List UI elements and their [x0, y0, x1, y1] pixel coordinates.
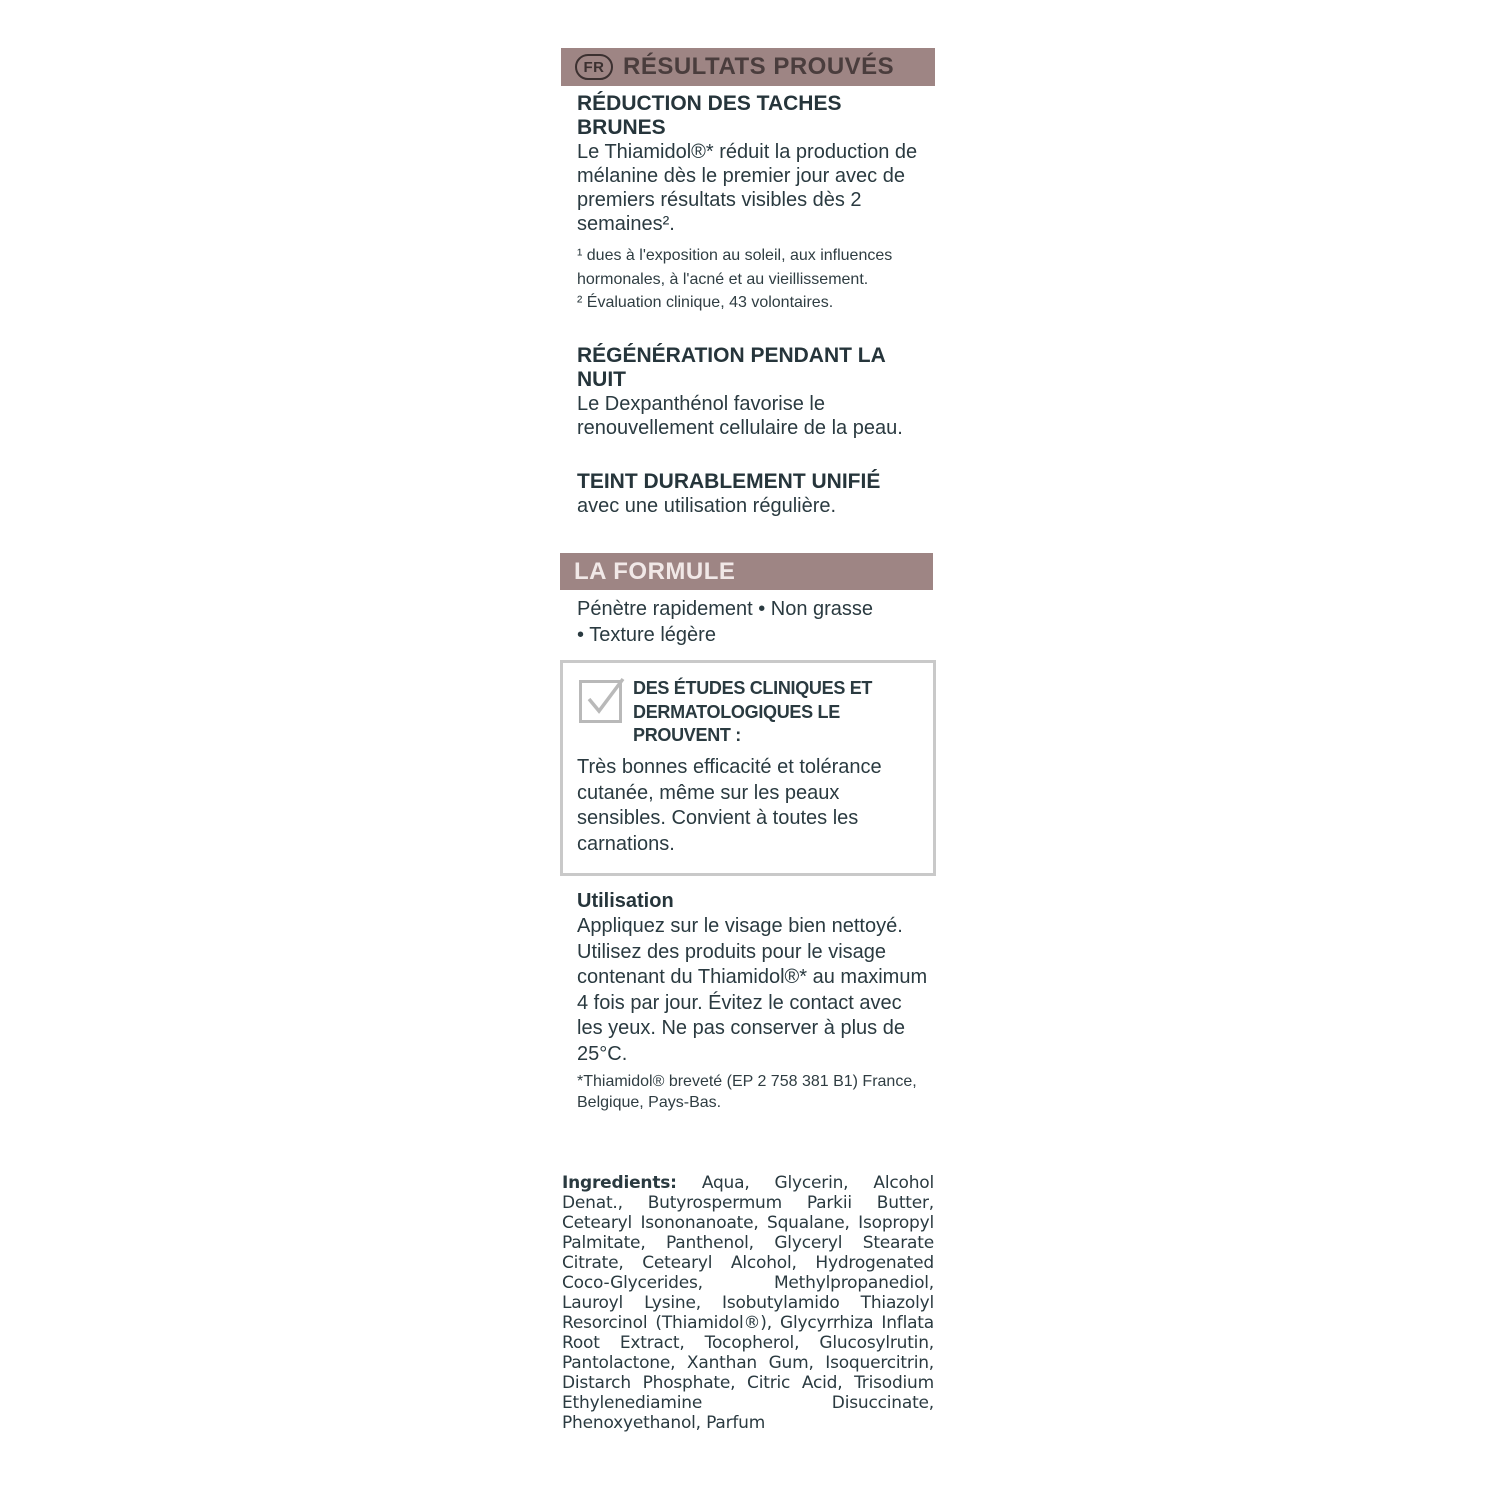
usage-text: Appliquez sur le visage bien nettoyé. Utilisez des produits pour le visage contenant du Thiamidol®* au maximum 4 fois par jour. Évitez le contact avec les yeux. Ne pas conserver à plus de 25°C. — [577, 915, 928, 1065]
patent-note: *Thiamidol® breveté (EP 2 758 381 B1) France, Belgique, Pays-Bas. — [577, 1073, 917, 1111]
clinical-proof-box — [560, 660, 936, 876]
section-dark-spots — [577, 92, 932, 236]
section-heading: TEINT DURABLEMENT UNIFIÉ — [577, 470, 881, 493]
section-text: Le Thiamidol®* réduit la production de mélanine dès le premier jour avec de premiers résultats visibles dès 2 semaines². — [577, 141, 918, 235]
language-badge: FR — [575, 54, 613, 80]
footnotes — [577, 244, 932, 315]
section-text: avec une utilisation régulière. — [577, 495, 837, 517]
ingredients-text: Aqua, Glycerin, Alcohol Denat., Butyrospermum Parkii Butter, Cetearyl Isononanoate, Squalane, Isopropyl Palmitate, Panthenol, Glyceryl Stearate Citrate, Cetearyl Alcohol, Hydrogenated Coco-Glycerides, Methylpropanediol, Lauroyl Lysine, Isobutylamido Thiazolyl Resorcinol (Thiamidol®), Glycyrrhiza Inflata Root Extract, Tocopherol, Glucosylrutin, Pantolactone, Xanthan Gum, Isoquercitrin, Distarch Phosphate, Citric Acid, Trisodium Ethylenediamine Disuccinate, Phenoxyethanol, Parfum — [562, 1173, 934, 1433]
footnote-1: ¹ dues à l'exposition au soleil, aux influences hormonales, à l'acné et au vieillissement. — [577, 247, 893, 288]
section-heading: RÉDUCTION DES TACHES BRUNES — [577, 92, 842, 139]
checkbox-check-icon — [579, 677, 625, 723]
results-title: RÉSULTATS PROUVÉS — [623, 53, 895, 80]
clinical-text: Très bonnes efficacité et tolérance cutanée, même sur les peaux sensibles. Convient à toutes les carnations. — [577, 756, 882, 855]
section-text: Le Dexpanthénol favorise le renouvellement cellulaire de la peau. — [577, 393, 903, 439]
usage-section — [577, 888, 929, 1113]
section-night-regeneration — [577, 344, 932, 440]
results-banner — [561, 48, 935, 86]
section-even-tone — [577, 470, 932, 518]
usage-heading: Utilisation — [577, 890, 674, 912]
ingredients-list — [562, 1173, 934, 1433]
footnote-2: ² Évaluation clinique, 43 volontaires. — [577, 294, 834, 311]
formula-text: Pénètre rapidement • Non grasse • Texture légère — [577, 598, 874, 646]
formula-title: LA FORMULE — [574, 557, 736, 585]
section-heading: RÉGÉNÉRATION PENDANT LA NUIT — [577, 344, 886, 391]
ingredients-label: Ingredients: — [562, 1173, 677, 1193]
formula-banner — [560, 553, 933, 590]
clinical-heading: DES ÉTUDES CLINIQUES ET DERMATOLOGIQUES LE PROUVENT : — [633, 678, 873, 745]
formula-description — [577, 596, 877, 648]
